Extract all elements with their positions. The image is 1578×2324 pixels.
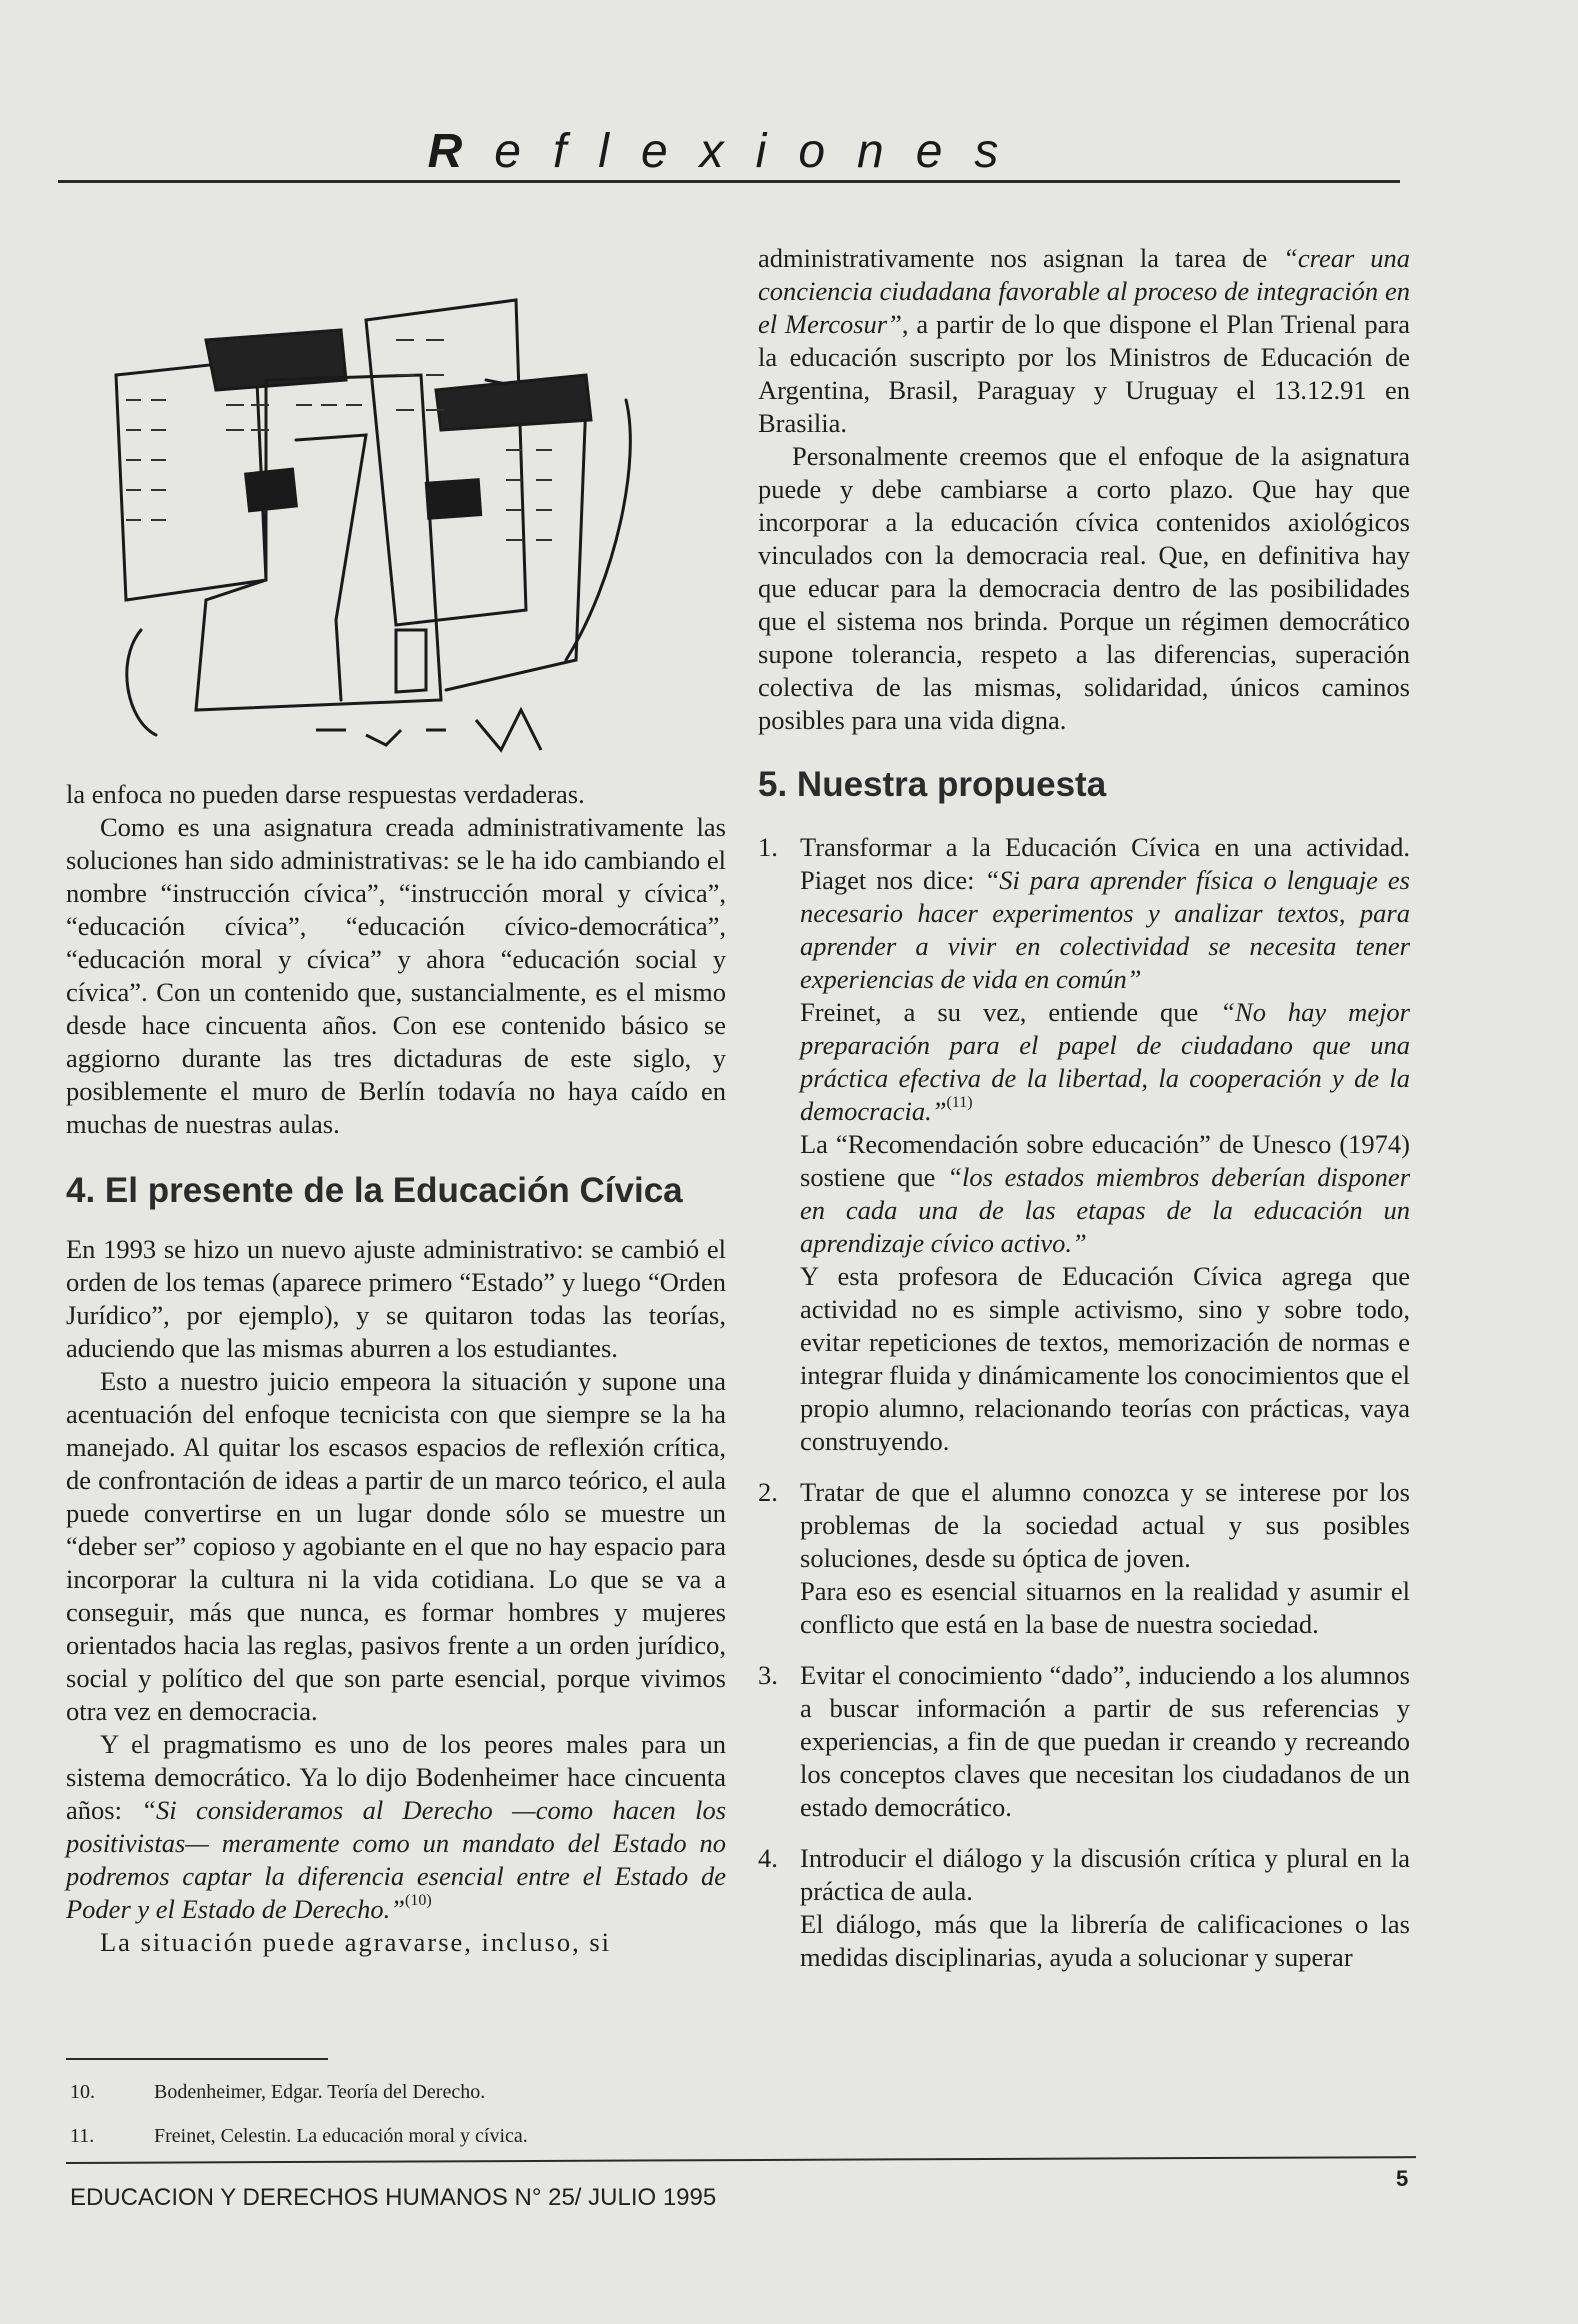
right-column: [758, 242, 1410, 1992]
footnote: 11. Freinet, Celestin. La educación moral y cívica.: [70, 2125, 528, 2147]
paragraph: administrativamente nos asignan la tarea de “crear una conciencia ciudadana favorable al proceso de integración en el Mercosur”, a partir de lo que dispone el Plan Trienal para la educación suscripto por los Ministros de Educación de Argentina, Brasil, Paraguay y Uruguay el 13.12.91 en Brasilia.: [758, 243, 1410, 438]
paragraph: Como es una asignatura creada administrativamente las soluciones han sido administrativas: se le ha ido cambiando el nombre “instrucción cívica”, “instrucción moral y cívica”, “educación cívica”, “educación cívico-democrática”, “educación moral y cívica” y ahora “educación social y cívica”. Con un contenido que, sustancialmente, es el mismo desde hace cincuenta años. Con ese contenido básico se aggiorno durante las tres dictaduras de este siglo, y posiblemente el muro de Berlín todavía no haya caído en muchas de nuestras aulas.: [66, 812, 726, 1139]
page-number: 5: [1396, 2166, 1409, 2191]
footnote-ref: (10): [405, 1892, 432, 1909]
footnote-ref: (11): [946, 1094, 973, 1111]
section-heading-5: 5. Nuestra propuesta: [758, 765, 1107, 804]
journal-footer: EDUCACION Y DERECHOS HUMANOS N° 25/ JULIO 1995: [70, 2184, 717, 2211]
paragraph: La situación puede agravarse, incluso, si: [100, 1927, 612, 1957]
paragraph: Esto a nuestro juicio empeora la situación y supone una acentuación del enfoque tecnicista con que siempre se la ha manejado. Al quitar los escasos espacios de reflexión crítica, de confrontación de ideas a partir de un marco teórico, el aula puede convertirse en un lugar donde sólo se muestre un “deber ser” copioso y agobiante en el que no hay espacio para incorporar la cultura ni la vida cotidiana. Lo que se va a conseguir, más que nunca, es formar hombres y mujeres orientados hacia las reglas, pasivos frente a un orden jurídico, social y político del que son parte esencial, porque vivimos otra vez en democracia.: [66, 1366, 726, 1726]
section-title: Reflexiones: [427, 125, 1031, 178]
footnote-divider: [66, 2058, 328, 2060]
section-header: [58, 120, 1400, 183]
paragraph: Personalmente creemos que el enfoque de la asignatura puede y debe cambiarse a corto plazo. Que hay que incorporar a la educación cívica contenidos axiológicos vinculados con la democracia real. Que, en definitiva hay que educar para la democracia dentro de las posibilidades que el sistema nos brinda. Porque un régimen democrático supone tolerancia, respeto a las diferencias, superación colectiva de las mismas, solidaridad, únicos caminos posibles para una vida digna.: [758, 441, 1410, 735]
paragraph: la enfoca no pueden darse respuestas verdaderas.: [66, 779, 585, 809]
list-item: 2. Tratar de que el alumno conozca y se interese por los problemas de la sociedad actual y sus posibles soluciones, desde su óptica de joven. Para eso es esencial situarnos en la realidad y asumir el conflicto que está en la base de nuestra sociedad.: [758, 1477, 1410, 1639]
footer-divider: [66, 2156, 1416, 2164]
paragraph: Y el pragmatismo es uno de los peores males para un sistema democrático. Ya lo dijo Bodenheimer hace cincuenta años: “Si consideramos al Derecho —como hacen los positivistas— meramente como un mandato del Estado no podremos captar la diferencia esencial entre el Estado de Poder y el Estado de Derecho.”$^{(10)}$: [66, 1729, 727, 1924]
footnote: 10. Bodenheimer, Edgar. Teoría del Derecho.: [70, 2081, 486, 2103]
list-item: 1. Transformar a la Educación Cívica en una actividad. Piaget nos dice: “Si para aprender física o lenguaje es necesario hacer experimentos y analizar textos, para aprender a vivir en colectividad se necesita tener experiencias de vida en común” Freinet, a su vez, entiende que “No hay mejor preparación para el papel de ciudadano que una práctica efectiva de la libertad, la cooperación y de la democracia.”$^{(11)}$ La “Recomendación sobre educación” de Unesco (1974) sostiene que “los estados miembros deberían disponer en cada una de las etapas de la educación un aprendizaje cívico activo.” Y esta profesora de Educación Cívica agrega que actividad no es simple activismo, sino y sobre todo, evitar repeticiones de textos, memorización de normas e integrar fluida y dinámicamente los conocimientos que el propio alumno, relacionando teorías con prácticas, vaya construyendo.: [758, 832, 1411, 1456]
building-illustration: [96, 280, 696, 760]
paragraph: En 1993 se hizo un nuevo ajuste administrativo: se cambió el orden de los temas (aparece primero “Estado” y luego “Orden Jurídico”, por ejemplo), y se quitaron todas las teorías, aduciendo que las mismas aburren a los estudiantes.: [66, 1234, 726, 1363]
list-item: 3. Evitar el conocimiento “dado”, induciendo a los alumnos a buscar información a partir de sus referencias y experiencias, a fin de que puedan ir creando y recreando los conceptos claves que necesitan los ciudadanos de un estado democrático.: [758, 1660, 1410, 1822]
list-item: 4. Introducir el diálogo y la discusión crítica y plural en la práctica de aula. El diálogo, más que la librería de calificaciones o las medidas disciplinarias, ayuda a solucionar y superar: [758, 1843, 1410, 1972]
section-heading-4: 4. El presente de la Educación Cívica: [66, 1171, 683, 1210]
left-column: [66, 778, 726, 1959]
